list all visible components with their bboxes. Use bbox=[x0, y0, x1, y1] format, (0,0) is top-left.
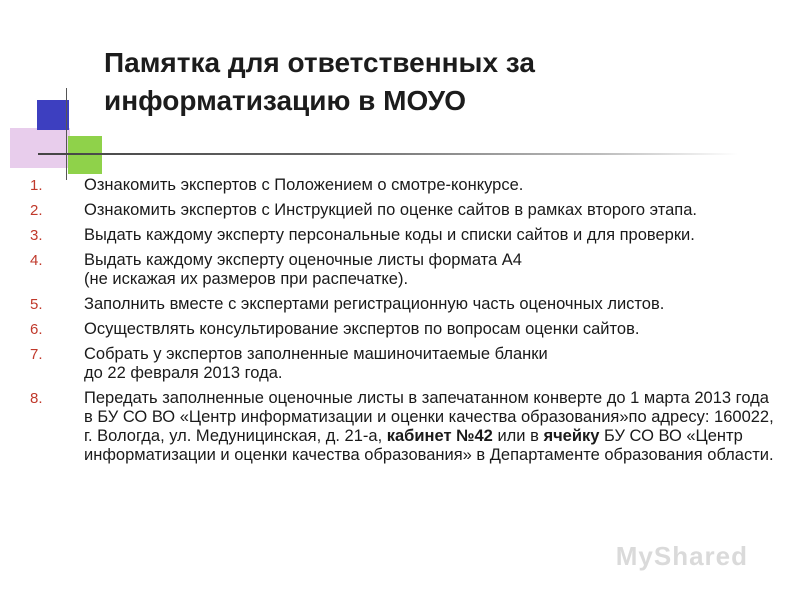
item-text: Заполнить вместе с экспертами регистрационную часть оценочных листов. bbox=[84, 295, 665, 313]
list-item bbox=[30, 295, 782, 314]
item-text: Ознакомить экспертов с Инструкцией по оценке сайтов в рамках второго этапа. bbox=[84, 201, 697, 219]
cell-word: ячейку bbox=[543, 427, 600, 445]
item-text: Осуществлять консультирование экспертов по вопросам оценки сайтов. bbox=[84, 320, 640, 338]
item-text-part-3: БУ СО ВО «Центр информатизации и оценки качества образования» в Департаменте образования области. bbox=[84, 427, 774, 464]
list-item bbox=[30, 201, 782, 220]
title-divider bbox=[38, 153, 738, 155]
list-item bbox=[30, 251, 782, 289]
slide-title bbox=[104, 44, 764, 120]
watermark-logo: MyShared bbox=[615, 541, 748, 571]
item-text-line-1: Выдать каждому эксперту оценочные листы формата А4 bbox=[84, 251, 522, 269]
item-text: Ознакомить экспертов с Положением о смотре-конкурсе. bbox=[84, 176, 524, 194]
item-number: 7. bbox=[30, 346, 43, 363]
decor-vertical-line bbox=[66, 88, 67, 180]
list-item bbox=[30, 176, 782, 195]
decor-pink-square bbox=[10, 128, 70, 168]
item-number: 4. bbox=[30, 252, 43, 269]
title-line-2: информатизацию в МОУО bbox=[104, 85, 467, 116]
item-number: 1. bbox=[30, 177, 43, 194]
decor-green-square bbox=[68, 136, 102, 174]
item-text-part-2: или в bbox=[492, 427, 544, 445]
list-item bbox=[30, 345, 782, 383]
item-number: 6. bbox=[30, 321, 43, 338]
list-item bbox=[30, 389, 782, 465]
item-text: Выдать каждому эксперту персональные коды и списки сайтов и для проверки. bbox=[84, 226, 695, 244]
instruction-list bbox=[30, 176, 782, 471]
item-text bbox=[84, 389, 782, 465]
list-item bbox=[30, 320, 782, 339]
decor-blue-square bbox=[37, 100, 69, 130]
item-text-part-1: Передать заполненные оценочные листы в запечатанном конверте до 1 марта 2013 года в БУ СО ВО «Центр информатизации и оценки качества образования»по адресу: 160022, г. Вологда, ул. Медуницинская, д. 21-а, bbox=[84, 389, 774, 445]
list-item bbox=[30, 226, 782, 245]
title-line-1: Памятка для ответственных за bbox=[104, 47, 535, 78]
cabinet-number: кабинет №42 bbox=[386, 427, 493, 445]
item-text-line-2: до 22 февраля 2013 года. bbox=[84, 364, 283, 382]
item-number: 2. bbox=[30, 202, 43, 219]
item-text-line-2: (не искажая их размеров при распечатке). bbox=[84, 270, 409, 288]
item-number: 8. bbox=[30, 390, 43, 407]
item-number: 5. bbox=[30, 296, 43, 313]
item-number: 3. bbox=[30, 227, 43, 244]
item-text-line-1: Собрать у экспертов заполненные машиночитаемые бланки bbox=[84, 345, 548, 363]
